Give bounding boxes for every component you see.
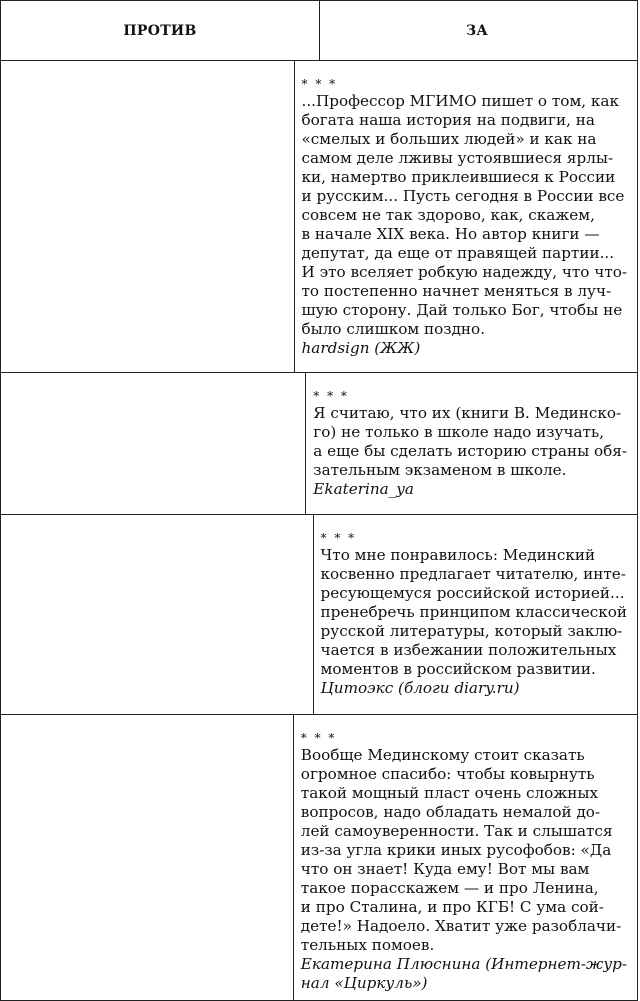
review-line: го) не только в школе надо изучать,: [313, 423, 605, 441]
review-line: совсем не так здорово, как, скажем,: [301, 206, 595, 224]
against-cell-empty: [1, 373, 306, 514]
review-author: Ekaterina_ya: [313, 480, 414, 498]
for-cell: [294, 715, 637, 1000]
review-line: моментов в российском развитии.: [320, 660, 596, 678]
review-line: что он знает! Куда ему! Вот мы вам: [300, 860, 590, 878]
review-entry: [321, 515, 627, 698]
review-line: депутат, да еще от правящей партии...: [301, 244, 615, 262]
review-line: тельных помоев.: [300, 936, 435, 954]
review-author: Цитоэкс (блоги diary.ru): [320, 679, 520, 697]
review-line: пренебречь принципом классической: [320, 603, 627, 621]
review-author: hardsign (ЖЖ): [301, 339, 421, 357]
table-header-row: [1, 1, 637, 61]
review-line: Вообще Мединскому стоит сказать: [300, 746, 585, 764]
separator-stars: * * *: [320, 531, 357, 545]
for-cell: [314, 515, 637, 714]
review-entry: [301, 715, 627, 993]
against-cell-empty: [1, 715, 294, 1000]
review-line: И это вселяет робкую надежду, что что-: [301, 263, 627, 281]
review-line: богата наша история на подвиги, на: [301, 111, 595, 129]
separator-stars: * * *: [301, 77, 338, 91]
separator-stars: * * *: [313, 389, 349, 403]
review-author: нал «Циркуль»): [300, 974, 428, 992]
review-line: чается в избежании положительных: [320, 641, 617, 659]
review-line: русской литературы, который заклю-: [320, 622, 623, 640]
review-line: вопросов, надо обладать немалой до-: [300, 803, 601, 821]
review-entry: [313, 373, 627, 499]
review-line: шую сторону. Дай только Бог, чтобы не: [301, 301, 623, 319]
against-cell-empty: [1, 515, 314, 714]
review-line: такой мощный пласт очень сложных: [300, 784, 599, 802]
table-row: [1, 61, 637, 373]
review-line: лей самоуверенности. Так и слышатся: [300, 822, 613, 840]
header-for: ЗА: [465, 22, 489, 39]
against-cell-empty: [1, 61, 295, 372]
review-entry: [302, 61, 628, 358]
table-row: [1, 373, 637, 515]
review-line: дете!» Надоело. Хватит уже разоблачи-: [300, 917, 622, 935]
for-cell: [306, 373, 637, 514]
review-line: самом деле лживы устоявшиеся ярлы-: [301, 149, 614, 167]
review-line: в начале XIX века. Но автор книги —: [301, 225, 600, 243]
for-cell: [295, 61, 638, 372]
review-line: а еще бы сделать историю страны обя-: [313, 442, 627, 460]
review-line: зательным экзаменом в школе.: [313, 461, 567, 479]
header-against: ПРОТИВ: [1, 1, 320, 60]
review-line: ки, намертво приклеившиеся к России: [301, 168, 616, 186]
review-line: то постепенно начнет меняться в луч-: [301, 282, 612, 300]
review-line: и русским... Пусть сегодня в России все: [301, 187, 625, 205]
review-line: было слишком поздно.: [301, 320, 486, 338]
review-line: Что мне понравилось: Мединский: [320, 546, 596, 564]
review-line: Я считаю, что их (книги В. Мединско-: [313, 404, 622, 422]
review-line: ресующемуся российской историей...: [320, 584, 625, 602]
review-author: Екатерина Плюснина (Интернет-жур-: [300, 955, 627, 973]
review-line: из-за угла крики иных русофобов: «Да: [300, 841, 612, 859]
table-row: [1, 515, 637, 715]
review-line: «смелых и больших людей» и как на: [301, 130, 597, 148]
review-line: и про Сталина, и про КГБ! С ума сой-: [300, 898, 604, 916]
separator-stars: * * *: [300, 731, 337, 745]
review-line: косвенно предлагает читателю, инте-: [320, 565, 626, 583]
review-line: огромное спасибо: чтобы ковырнуть: [300, 765, 595, 783]
review-line: такое порасскажем — и про Ленина,: [300, 879, 599, 897]
review-line: ...Профессор МГИМО пишет о том, как: [301, 92, 619, 110]
table-row: [1, 715, 637, 1000]
